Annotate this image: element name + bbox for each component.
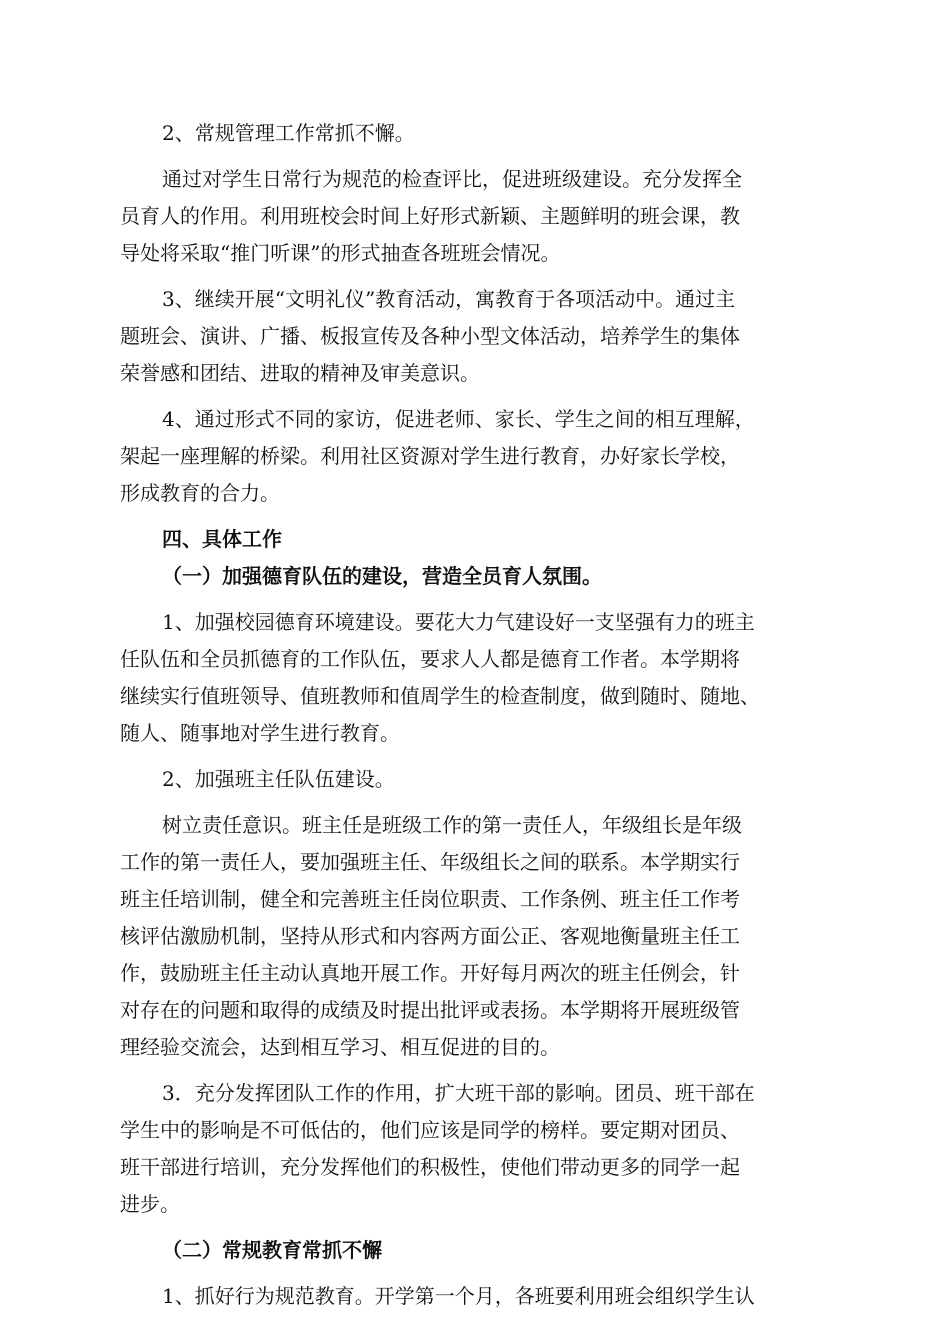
text-line: 形成教育的合力。 <box>120 481 280 505</box>
text-line: 4、通过形式不同的家访，促进老师、家长、学生之间的相互理解， <box>162 407 755 431</box>
text-line: 导处将采取“推门听课”的形式抽查各班班会情况。 <box>120 241 561 265</box>
text-line: 进步。 <box>120 1192 180 1216</box>
paragraph <box>120 807 835 1066</box>
paragraph <box>120 1278 835 1315</box>
text-line: 3、继续开展“文明礼仪”教育活动，寓教育于各项活动中。通过主 <box>162 287 736 311</box>
paragraph <box>120 604 835 752</box>
text-line: 理经验交流会，达到相互学习、相互促进的目的。 <box>120 1035 560 1059</box>
text-line: 荣誉感和团结、进取的精神及审美意识。 <box>120 361 480 385</box>
subsection-heading <box>120 558 835 595</box>
heading-text: 四、具体工作 <box>162 527 282 551</box>
heading-text: （二）常规教育常抓不懈 <box>162 1238 382 1262</box>
text-line: 工作的第一责任人，要加强班主任、年级组长之间的联系。本学期实行 <box>120 850 740 874</box>
text-line: 通过对学生日常行为规范的检查评比，促进班级建设。充分发挥全 <box>162 167 742 191</box>
text-line: 2、加强班主任队伍建设。 <box>162 767 395 791</box>
text-line: 作，鼓励班主任主动认真地开展工作。开好每月两次的班主任例会，针 <box>120 961 740 985</box>
section-item-2 <box>120 115 835 152</box>
section-item-2 <box>120 761 835 798</box>
paragraph <box>120 1075 835 1223</box>
text-line: 1、抓好行为规范教育。开学第一个月，各班要利用班会组织学生认 <box>162 1284 755 1308</box>
paragraph <box>120 281 835 392</box>
paragraph <box>120 161 835 272</box>
text-line: 班主任培训制，健全和完善班主任岗位职责、工作条例、班主任工作考 <box>120 887 740 911</box>
text-line: 学生中的影响是不可低估的，他们应该是同学的榜样。要定期对团员、 <box>120 1118 740 1142</box>
paragraph <box>120 401 835 512</box>
text-line: 题班会、演讲、广播、板报宣传及各种小型文体活动，培养学生的集体 <box>120 324 740 348</box>
text-line: 核评估激励机制，坚持从形式和内容两方面公正、客观地衡量班主任工 <box>120 924 740 948</box>
subsection-heading <box>120 1232 835 1269</box>
text-line: 班干部进行培训，充分发挥他们的积极性，使他们带动更多的同学一起 <box>120 1155 740 1179</box>
text-line: 对存在的问题和取得的成绩及时提出批评或表扬。本学期将开展班级管 <box>120 998 740 1022</box>
text-line: 继续实行值班领导、值班教师和值周学生的检查制度，做到随时、随地、 <box>120 684 760 708</box>
text-line: 1、加强校园德育环境建设。要花大力气建设好一支坚强有力的班主 <box>162 610 755 634</box>
text-line: 架起一座理解的桥梁。利用社区资源对学生进行教育，办好家长学校， <box>120 444 740 468</box>
document-page <box>120 115 835 1315</box>
section-heading <box>120 521 835 558</box>
text-line: 员育人的作用。利用班校会时间上好形式新颖、主题鲜明的班会课，教 <box>120 204 740 228</box>
text-line: 3．充分发挥团队工作的作用，扩大班干部的影响。团员、班干部在 <box>162 1081 755 1105</box>
text-line: 随人、随事地对学生进行教育。 <box>120 721 400 745</box>
text-line: 任队伍和全员抓德育的工作队伍，要求人人都是德育工作者。本学期将 <box>120 647 740 671</box>
heading-text: （一）加强德育队伍的建设，营造全员育人氛围。 <box>162 564 602 588</box>
text-line: 2、常规管理工作常抓不懈。 <box>162 121 415 145</box>
text-line: 树立责任意识。班主任是班级工作的第一责任人，年级组长是年级 <box>162 813 742 837</box>
